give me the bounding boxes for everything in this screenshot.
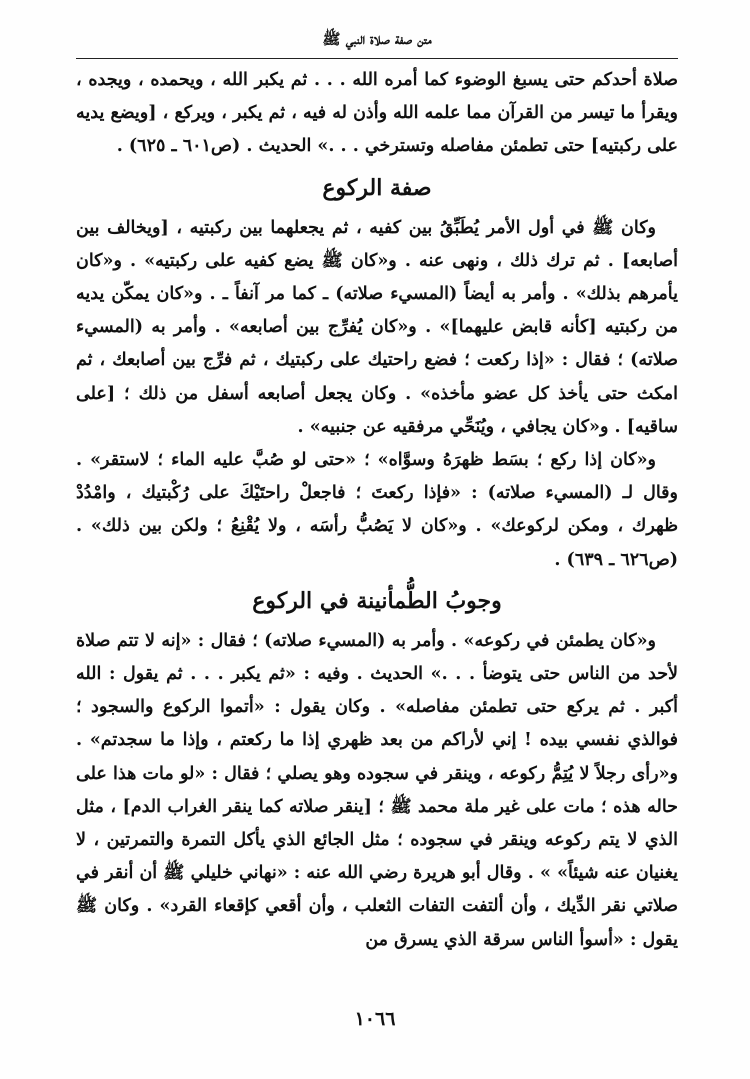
page-body <box>76 64 678 957</box>
header-divider <box>76 58 678 59</box>
paragraph-ruku-back: و«كان إذا ركع ؛ بسَط ظهرَهُ وسوَّاه» ؛ «حتى لو صُبَّ عليه الماء ؛ لاستقر» . وقال لـ (المسيء صلاته) : «فإذا ركعتَ ؛ فاجعلْ راحتَيْكَ على رُكْبتيك ، وامْدُدْ ظهرك ، ومكن لركوعك» . و«كان لا يَصُبُّ رأسَه ، ولا يُقْنِعُ ؛ ولكن بين ذلك» . (ص٦٢٦ ـ ٦٣٩) . <box>76 450 678 570</box>
paragraph-tumaninah: و«كان يطمئن في ركوعه» . وأمر به (المسيء صلاته) ؛ فقال : «إنه لا تتم صلاة لأحد من الناس حتى يتوضأ . . .» الحديث . وفيه : «ثم يكبر . . . ثم يقول : الله أكبر . ثم يركع حتى تطمئن مفاصله» . وكان يقول : «أتموا الركوع والسجود ؛ فوالذي نفسي بيده ! إني لأراكم من بعد ظهري إذا ما ركعتم ، وإذا ما سجدتم» . و«رأى رجلاً لا يُتِمُّ ركوعه ، وينقر في سجوده وهو يصلي ؛ فقال : «لو مات هذا على حاله هذه ؛ مات على غير ملة محمد ﷺ ؛ [ينقر صلاته كما ينقر الغراب الدم] ، مثل الذي لا يتم ركوعه وينقر في سجوده ؛ مثل الجائع الذي يأكل التمرة والتمرتين ، لا يغنيان عنه شيئاً» » . وقال أبو هريرة رضي الله عنه : «نهاني خليلي ﷺ أن أنقر في صلاتي نقر الدِّيك ، وأن ألتفت التفات الثعلب ، وأن أقعي كإقعاء القرد» . وكان ﷺ يقول : «أسوأ الناس سرقة الذي يسرق من <box>76 630 678 950</box>
page-number: ١٠٦٦ <box>354 1008 396 1030</box>
paragraph-ruku-description: وكان ﷺ في أول الأمر يُطَبِّقُ بين كفيه ، ثم يجعلهما بين ركبتيه ، [ويخالف بين أصابعه] . ثم ترك ذلك ، ونهى عنه . و«كان ﷺ يضع كفيه على ركبتيه» . و«كان يأمرهم بذلك» . وأمر به أيضاً (المسيء صلاته) ـ كما مر آنفاً ـ . و«كان يمكّن يديه من ركبتيه [كأنه قابض عليهما]» . و«كان يُفرِّج بين أصابعه» . وأمر به (المسيء صلاته) ؛ فقال : «إذا ركعت ؛ فضع راحتيك على ركبتيك ، ثم فرِّج بين أصابعك ، ثم امكث حتى يأخذ كل عضو مأخذه» . وكان يجعل أصابعه أسفل من ذلك ؛ [على ساقيه] . و«كان يجافي ، ويُنَحِّي مرفقيه عن جنبيه» . <box>76 217 678 437</box>
paragraph-opening: صلاة أحدكم حتى يسبغ الوضوء كما أمره الله . . . ثم يكبر الله ، ويحمده ، ويجده ، ويقرأ ما تيسر من القرآن مما علمه الله وأذن له فيه ، ثم يكبر ، ويركع ، [ويضع يديه على ركبتيه] حتى تطمئن مفاصله وتسترخي . . .» الحديث . (ص٦٠١ ـ ٦٢٥) . <box>76 70 678 157</box>
running-header-title: متن صفة صلاة النبي ﷺ <box>322 30 432 48</box>
section-heading-tumaninah: وجوبُ الطُّمأنينة في الركوع <box>252 587 502 614</box>
section-heading-ruku: صفة الركوع <box>322 174 432 201</box>
